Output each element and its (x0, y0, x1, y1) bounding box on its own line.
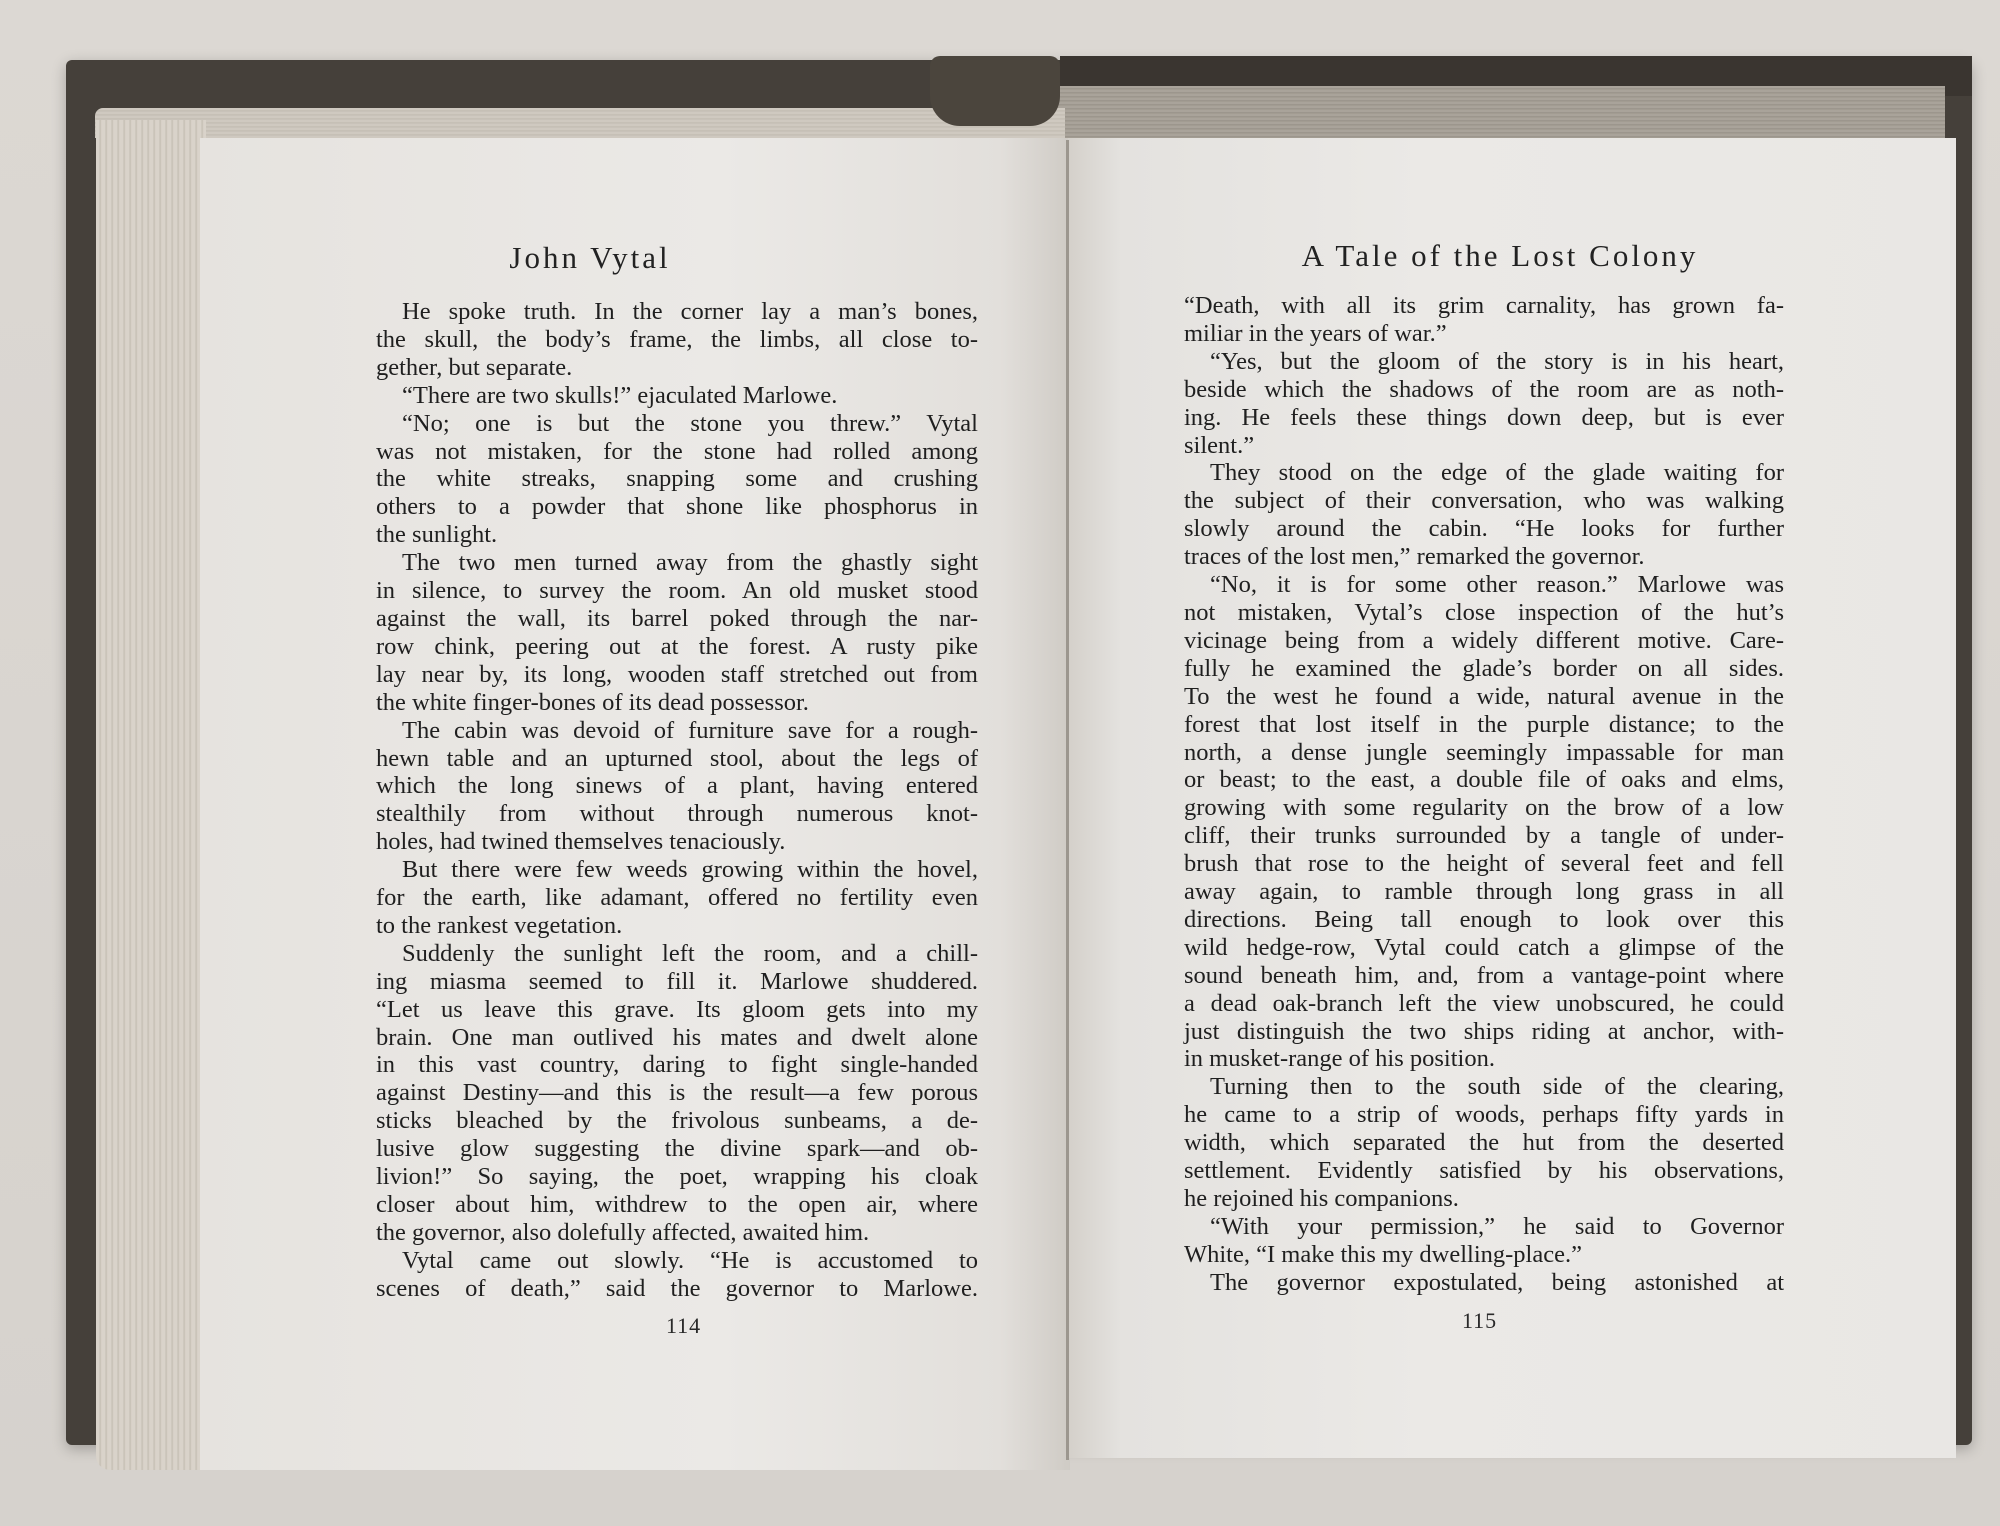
text-line: closer about him, withdrew to the open air, where (376, 1191, 978, 1218)
text-line: in silence, to survey the room. An old musket stood (376, 577, 978, 605)
text-line: was not mistaken, for the stone had rolled among (376, 437, 978, 465)
text-line: gether, but separate. (376, 353, 573, 381)
text-line: directions. Being tall enough to look over this (1184, 905, 1784, 933)
right-running-head: A Tale of the Lost Colony (1301, 238, 1699, 273)
text-line: the governor, also dolefully affected, awaited him. (376, 1218, 870, 1246)
text-line: brush that rose to the height of several feet and fell (1184, 850, 1784, 878)
text-line: “Let us leave this grave. Its gloom gets into my (376, 995, 978, 1023)
text-line: He spoke truth. In the corner lay a man’s bones, (402, 298, 978, 325)
text-line: The governor expostulated, being astonished at (1210, 1268, 1784, 1296)
text-line: Suddenly the sunlight left the room, and a chill- (402, 939, 978, 967)
text-line: holes, had twined themselves tenaciously. (376, 828, 786, 856)
text-line: growing with some regularity on the brow of a low (1184, 794, 1784, 822)
text-line: lusive glow suggesting the divine spark—and ob- (376, 1135, 978, 1163)
page-edges-left (95, 108, 1065, 138)
text-line: White, “I make this my dwelling-place.” (1184, 1240, 1582, 1268)
text-line: the skull, the body’s frame, the limbs, all close to- (376, 325, 978, 353)
text-line: “With your permission,” he said to Governor (1210, 1212, 1784, 1240)
text-line: to the rankest vegetation. (376, 911, 623, 939)
book-spine (930, 56, 1060, 126)
text-line: sticks bleached by the frivolous sunbeams, a de- (376, 1107, 978, 1135)
text-line: Turning then to the south side of the clearing, (1210, 1073, 1784, 1101)
text-line: for the earth, like adamant, offered no fertility even (376, 884, 978, 912)
text-line: the sunlight. (376, 521, 498, 549)
text-line: width, which separated the hut from the deserted (1184, 1129, 1784, 1157)
text-line: or beast; to the east, a double file of oaks and elms, (1184, 766, 1784, 794)
text-line: he rejoined his companions. (1184, 1185, 1459, 1212)
page-stack-left (96, 120, 206, 1470)
text-line: silent.” (1184, 431, 1255, 459)
right-page-number: 115 (1462, 1308, 1498, 1333)
text-line: But there were few weeds growing within the hovel, (402, 856, 978, 884)
text-line: not mistaken, Vytal’s close inspection of the hut’s (1184, 598, 1784, 626)
text-line: row chink, peering out at the forest. A rusty pike (376, 632, 978, 660)
text-line: To the west he found a wide, natural avenue in the (1184, 682, 1784, 710)
text-line: lay near by, its long, wooden staff stretched out from (376, 660, 978, 688)
text-line: the subject of their conversation, who was walking (1184, 487, 1784, 515)
text-line: “Yes, but the gloom of the story is in his heart, (1210, 347, 1784, 375)
text-line: “No, it is for some other reason.” Marlowe was (1210, 571, 1784, 599)
text-line: They stood on the edge of the glade waiting for (1210, 459, 1784, 487)
text-line: “There are two skulls!” ejaculated Marlowe. (402, 381, 838, 409)
text-line: hewn table and an upturned stool, about the legs of (376, 744, 978, 772)
text-line: brain. One man outlived his mates and dwelt alone (376, 1023, 978, 1051)
text-line: fully he examined the glade’s border on all sides. (1184, 654, 1784, 682)
text-line: beside which the shadows of the room are as noth- (1184, 375, 1784, 403)
left-page-text (376, 298, 978, 1303)
book-gutter (1066, 140, 1069, 1460)
text-line: away again, to ramble through long grass in all (1184, 878, 1784, 906)
text-line: ing. He feels these things down deep, but is ever (1184, 403, 1784, 431)
right-page-text (1184, 292, 1784, 1297)
text-line: against the wall, its barrel poked through the nar- (376, 604, 978, 632)
text-line: Vytal came out slowly. “He is accustomed to (402, 1246, 978, 1274)
text-line: The cabin was devoid of furniture save for a rough- (402, 716, 978, 744)
text-line: slowly around the cabin. “He looks for further (1184, 515, 1784, 543)
text-line: vicinage being from a widely different motive. Care- (1184, 626, 1784, 654)
text-line: others to a powder that shone like phosphorus in (376, 493, 978, 521)
text-line: cliff, their trunks surrounded by a tangle of under- (1184, 822, 1784, 850)
text-line: scenes of death,” said the governor to Marlowe. (376, 1274, 978, 1302)
text-line: the white finger-bones of its dead possessor. (376, 688, 809, 716)
text-line: “No; one is but the stone you threw.” Vytal (402, 409, 978, 437)
text-line: just distinguish the two ships riding at anchor, with- (1184, 1017, 1784, 1045)
left-running-head: John Vytal (509, 240, 671, 275)
text-line: stealthily from without through numerous knot- (376, 800, 978, 828)
left-page-number: 114 (666, 1313, 702, 1338)
text-line: ing miasma seemed to fill it. Marlowe shuddered. (376, 967, 978, 995)
text-line: sound beneath him, and, from a vantage-point where (1184, 961, 1784, 989)
page-edges-right (1045, 86, 1945, 142)
text-line: which the long sinews of a plant, having entered (376, 772, 978, 800)
text-line: he came to a strip of woods, perhaps fifty yards in (1184, 1101, 1784, 1129)
text-line: settlement. Evidently satisfied by his observations, (1184, 1157, 1784, 1185)
text-line: livion!” So saying, the poet, wrapping his cloak (376, 1163, 978, 1191)
text-line: the white streaks, snapping some and crushing (376, 465, 978, 493)
text-line: against Destiny—and this is the result—a few porous (376, 1079, 978, 1107)
text-line: in this vast country, daring to fight single-handed (376, 1051, 978, 1079)
text-line: traces of the lost men,” remarked the governor. (1184, 543, 1645, 571)
text-line: miliar in the years of war.” (1184, 319, 1447, 347)
text-line: “Death, with all its grim carnality, has grown fa- (1184, 292, 1784, 319)
text-line: in musket-range of his position. (1184, 1045, 1495, 1073)
text-line: wild hedge-row, Vytal could catch a glimpse of the (1184, 933, 1784, 961)
text-line: The two men turned away from the ghastly sight (402, 549, 978, 577)
text-line: north, a dense jungle seemingly impassable for man (1184, 738, 1784, 766)
text-line: forest that lost itself in the purple distance; to the (1184, 710, 1784, 738)
text-line: a dead oak-branch left the view unobscured, he could (1184, 989, 1784, 1017)
